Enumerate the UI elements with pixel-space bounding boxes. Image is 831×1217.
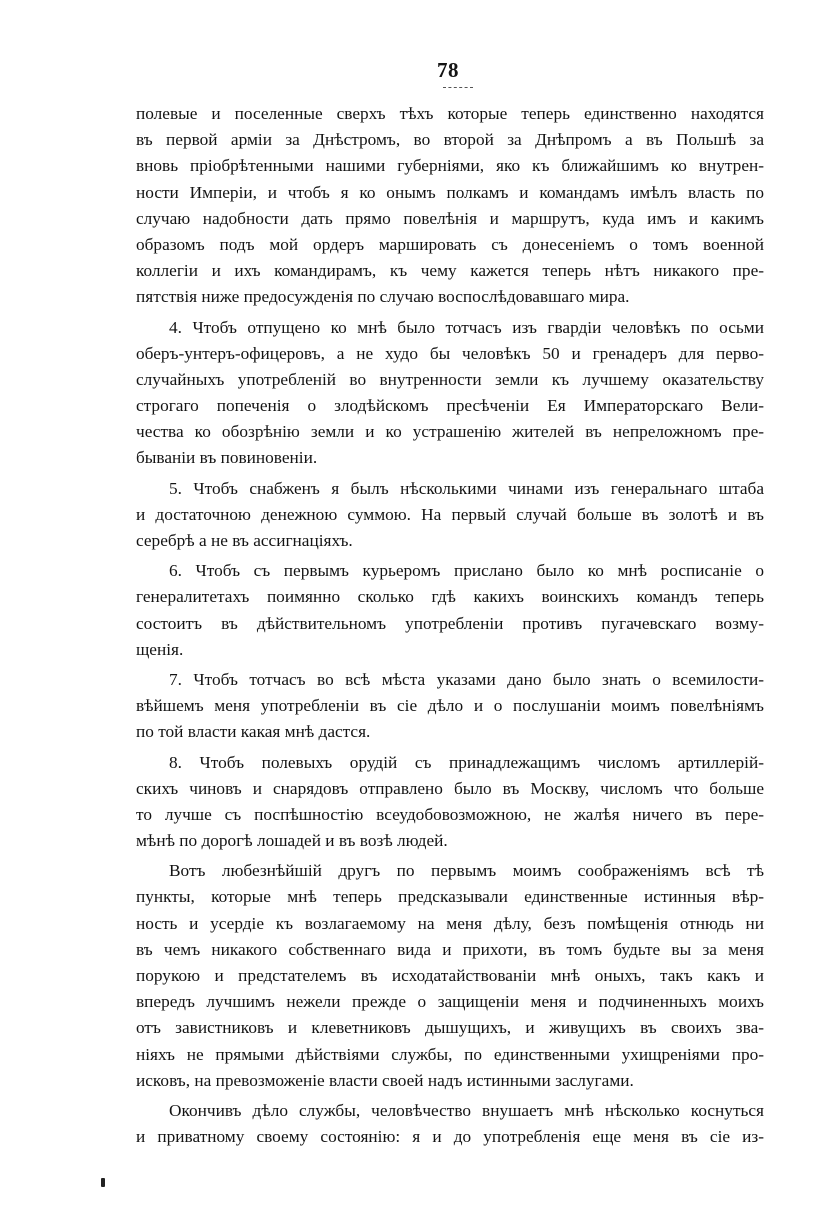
paragraph-closing-start: Окончивъ дѣло службы, человѣчество внушаетъ мнѣ нѣсколько коснуться — [169, 1100, 764, 1120]
text-line: случаю надобности дать прямо повелѣнія и маршрутъ, куда имъ и какимъ — [136, 208, 764, 228]
text-line: бываніи въ повиновеніи. — [136, 448, 318, 468]
text-line: случайныхъ употребленій во внутренности земли къ лучшему оказательству — [136, 369, 764, 389]
text-line: впередъ лучшимъ нежели прежде о защищеніи меня и подчиненныхъ моихъ — [136, 992, 764, 1012]
text-line: оберъ-унтеръ-офицеровъ, а не худо бы человѣкъ 50 и гренадеръ для перво- — [136, 343, 764, 363]
ink-mark — [101, 1178, 105, 1187]
paragraph-4-start: 4. Чтобъ отпущено ко мнѣ было тотчасъ изъ гвардіи человѣкъ по осьми — [169, 317, 764, 337]
page-number-rule — [443, 87, 473, 88]
text-line: въ первой арміи за Днѣстромъ, во второй за Днѣпромъ а въ Польшѣ за — [136, 130, 764, 150]
text-line: ность и усердіе къ возлагаемому на меня дѣлу, безъ помѣщенія отнюдь ни — [136, 913, 764, 933]
paragraph-8-start: 8. Чтобъ полевыхъ орудій съ принадлежащимъ числомъ артиллерій- — [169, 752, 764, 772]
text-line: чества ко обозрѣнію земли и ко устрашенію жителей въ непреложномъ пре- — [136, 422, 764, 442]
text-line: образомъ подъ мой ордеръ маршировать съ донесеніемъ о томъ военной — [136, 234, 764, 254]
paragraph-6-start: 6. Чтобъ съ первымъ курьеромъ прислано было ко мнѣ росписаніе о — [169, 561, 764, 581]
text-line: по той власти какая мнѣ дастся. — [136, 722, 371, 742]
text-line: полевые и поселенные сверхъ тѣхъ которые теперь единственно находятся — [136, 104, 764, 123]
text-line: вѣйшемъ меня употребленіи въ сіе дѣло и о послушаніи моимъ повелѣніямъ — [136, 696, 764, 716]
text-line: и достаточною денежною суммою. На первый случай больше въ золотѣ и въ — [136, 504, 764, 524]
text-line: то лучше съ поспѣшностію всеудобовозможною, не жалѣя ничего въ пере- — [136, 804, 764, 824]
paragraph-5-start: 5. Чтобъ снабженъ я былъ нѣсколькими чинами изъ генеральнаго штаба — [169, 478, 764, 498]
text-line: скихъ чиновъ и снарядовъ отправлено было въ Москву, числомъ что больше — [136, 778, 764, 798]
text-line: серебрѣ а не въ ассигнаціяхъ. — [136, 531, 353, 550]
text-line: мѣнѣ по дорогѣ лошадей и въ возѣ людей. — [136, 831, 448, 851]
text-line: щенія. — [136, 639, 184, 659]
text-line: пятствія ниже предосужденія по случаю воспослѣдовавшаго мира. — [136, 287, 630, 307]
text-line: порукою и предстателемъ въ исходатайствованіи мнѣ оныхъ, такъ какъ и — [136, 966, 764, 985]
text-line: коллегіи и ихъ командирамъ, къ чему кажется теперь нѣтъ никакого пре- — [136, 261, 764, 281]
page-number: 78 — [437, 58, 459, 82]
text-line: ніяхъ не прямыми дѣйствіями службы, по единственными ухищреніями про- — [136, 1044, 764, 1064]
paragraph-summary-start: Вотъ любезнѣйшій другъ по первымъ моимъ соображеніямъ всѣ тѣ — [169, 861, 764, 881]
text-line: состоитъ въ дѣйствительномъ употребленіи противъ пугачевскаго возму- — [136, 613, 764, 633]
text-line: строгаго попеченія о злодѣйскомъ пресѣченіи Ея Императорскаго Вели- — [136, 396, 764, 416]
text-line: вновь пріобрѣтенными нашими губерніями, яко къ ближайшимъ ко внутрен- — [136, 156, 764, 176]
body-text — [136, 101, 764, 1150]
paragraph-7-start: 7. Чтобъ тотчасъ во всѣ мѣста указами дано было знать о всемилости- — [169, 669, 764, 689]
text-line: въ чемъ никакого собственнаго вида и прихоти, въ томъ будьте вы за меня — [136, 939, 764, 959]
text-line: генералитетахъ поимянно сколько гдѣ какихъ воинскихъ командъ теперь — [136, 587, 764, 607]
text-line: пункты, которые мнѣ теперь предсказывали единственные истинныя вѣр- — [136, 887, 764, 907]
text-line: отъ завистниковъ и клеветниковъ дышущихъ, и живущихъ въ своихъ зва- — [136, 1018, 764, 1038]
text-line: ности Имперіи, и чтобъ я ко онымъ полкамъ и командамъ имѣлъ власть по — [136, 182, 764, 202]
text-line: и приватному своему состоянію: я и до употребленія еще меня въ сіе из- — [136, 1127, 764, 1147]
text-line: исковъ, на превозможеніе власти своей надъ истинными заслугами. — [136, 1070, 634, 1090]
